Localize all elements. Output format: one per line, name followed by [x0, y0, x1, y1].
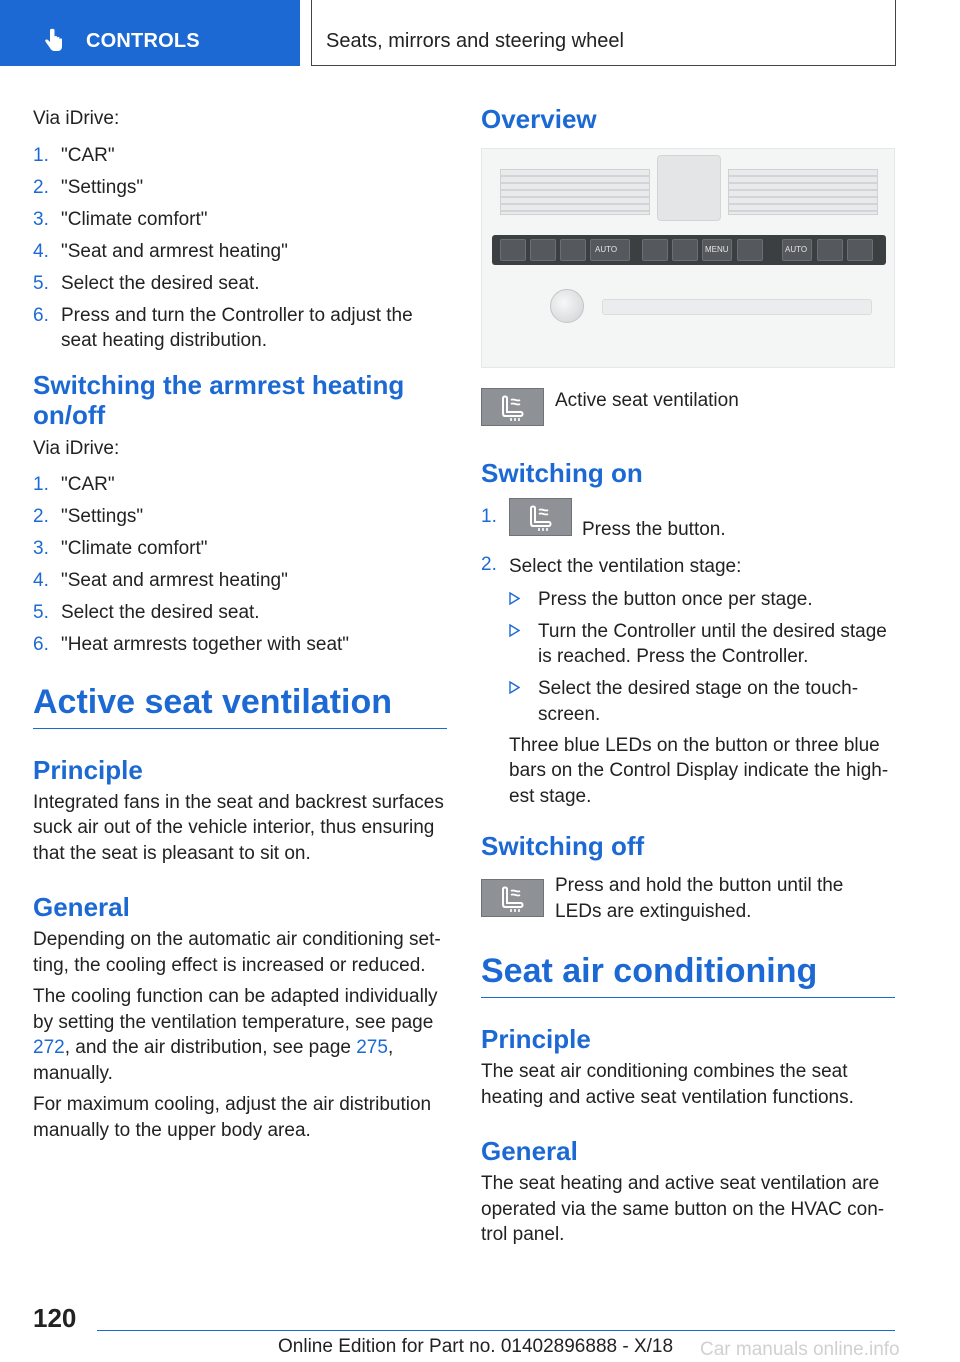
list-item — [33, 472, 447, 498]
step-number: 2. — [33, 176, 49, 198]
step-text: Select the desired seat. — [61, 272, 260, 294]
switching-off-row — [481, 873, 895, 925]
triangle-bullet-icon — [509, 624, 520, 637]
page-link-275[interactable]: 275 — [356, 1037, 388, 1058]
list-item — [33, 632, 447, 658]
list-item — [33, 207, 447, 233]
chapter-label: CONTROLS — [86, 30, 200, 52]
general-heading: General — [481, 1136, 578, 1166]
switching-off-heading: Switching off — [481, 831, 645, 861]
bullet-text: Press the button once per stage. — [538, 588, 813, 610]
footer-divider — [97, 1330, 895, 1331]
hvac-control-panel-image — [481, 148, 895, 368]
step-number: 5. — [33, 272, 49, 294]
list-item — [509, 676, 895, 727]
armrest-heating-heading: Switching the armrest heating on/off — [33, 369, 405, 430]
page-link-272[interactable]: 272 — [33, 1037, 65, 1058]
general-heading: General — [33, 892, 130, 922]
led-indicator-note: Three blue LEDs on the button or three blue bars on the Control Display indicate the high‐est stage. — [509, 734, 889, 807]
switching-on-heading: Switching on — [481, 458, 643, 488]
step-text: "Settings" — [61, 176, 144, 198]
watermark: Car manuals online.info — [700, 1339, 900, 1360]
idrive-steps-list — [33, 143, 447, 354]
list-item — [509, 619, 895, 670]
general-text-cooling: For maximum cooling, adjust the air distribution manually to the upper body area. — [33, 1094, 432, 1141]
step-text: "Seat and armrest heating" — [61, 240, 288, 262]
general-text: The seat heating and active seat ventilation are operated via the same button on the HVAC con‐trol panel. — [481, 1173, 885, 1245]
step-text: "Settings" — [61, 506, 144, 527]
step-number: 1. — [33, 144, 49, 166]
step-number: 3. — [33, 208, 49, 230]
step-text: "Seat and armrest heating" — [61, 570, 288, 591]
step-text: Press and turn the Controller to adjust the seat heating distribution. — [61, 304, 413, 351]
list-item — [33, 536, 447, 562]
step-text: "Climate comfort" — [61, 208, 208, 230]
list-item — [33, 568, 447, 594]
seat-ventilation-button-icon — [481, 879, 544, 917]
step-text: Select the desired seat. — [61, 602, 260, 623]
edition-note: Online Edition for Part no. 01402896888 - X/18 — [278, 1336, 674, 1357]
step-number: 4. — [33, 240, 49, 262]
step-number: 2. — [33, 506, 49, 527]
switching-on-step-2: 2. Select the ventilation stage: — [481, 554, 742, 577]
section-title: Seats, mirrors and steering wheel — [326, 30, 624, 52]
step-number: 3. — [33, 538, 49, 559]
active-seat-ventilation-title: Active seat ventilation — [33, 682, 447, 729]
bullet-text: Turn the Controller until the desired stage is reached. Press the Controller. — [538, 620, 887, 667]
principle-text: Integrated fans in the seat and backrest surfaces suck air out of the vehicle interior, thus ensuring that the seat is pleasant to sit on. — [33, 791, 444, 864]
ventilation-stage-options — [481, 587, 895, 728]
bullet-text: Select the desired stage on the touch‐screen. — [538, 678, 859, 725]
step-text: "CAR" — [61, 144, 115, 166]
general-text: Depending on the automatic air conditioning set‐ting, the cooling effect is increased or reduced. — [33, 929, 441, 976]
step-number: 4. — [33, 570, 49, 591]
list-item — [33, 504, 447, 530]
left-column — [33, 100, 447, 1143]
general-text-pages: The cooling function can be adapted individually by setting the ventilation temperature, see page 272, and the air distribution, see page 275, manually. — [33, 986, 438, 1084]
step-number: 6. — [33, 634, 49, 655]
list-item — [509, 587, 895, 613]
list-item — [33, 143, 447, 169]
step-number: 5. — [33, 602, 49, 623]
seat-air-conditioning-title: Seat air conditioning — [481, 951, 895, 998]
list-item — [33, 271, 447, 297]
principle-text: The seat air conditioning combines the seat heating and active seat ventilation functions. — [481, 1061, 854, 1108]
triangle-bullet-icon — [509, 681, 520, 694]
seat-ventilation-button-icon — [481, 388, 544, 426]
ventilation-icon-row — [481, 388, 895, 430]
panel-key-auto-right: AUTO — [785, 245, 808, 254]
seat-ventilation-caption: Active seat ventilation — [555, 390, 739, 411]
via-idrive-label: Via iDrive: — [33, 437, 120, 459]
hand-pointer-icon — [42, 28, 64, 54]
switching-off-text: Press and hold the button until the LEDs are extinguished. — [555, 875, 844, 922]
panel-key-menu: MENU — [705, 245, 729, 254]
seat-ventilation-button-icon — [509, 498, 572, 536]
panel-key-auto: AUTO — [595, 245, 618, 254]
via-idrive-label: Via iDrive: — [33, 108, 120, 129]
step-text: "Climate comfort" — [61, 538, 208, 559]
principle-heading: Principle — [481, 1024, 591, 1054]
step-text: "Heat armrests together with seat" — [61, 634, 350, 655]
step-text: "CAR" — [61, 474, 115, 495]
page-number: 120 — [33, 1303, 77, 1333]
triangle-bullet-icon — [509, 592, 520, 605]
principle-heading: Principle — [33, 754, 143, 785]
right-column — [481, 100, 895, 1248]
overview-heading: Overview — [481, 104, 597, 134]
switching-on-step-1: 1. Press the button. — [481, 498, 895, 538]
armrest-steps-list — [33, 472, 447, 658]
list-item — [33, 600, 447, 626]
step-number: 1. — [33, 474, 49, 495]
list-item — [33, 175, 447, 201]
list-item — [33, 303, 447, 354]
step-number: 6. — [33, 304, 49, 326]
list-item — [33, 239, 447, 265]
